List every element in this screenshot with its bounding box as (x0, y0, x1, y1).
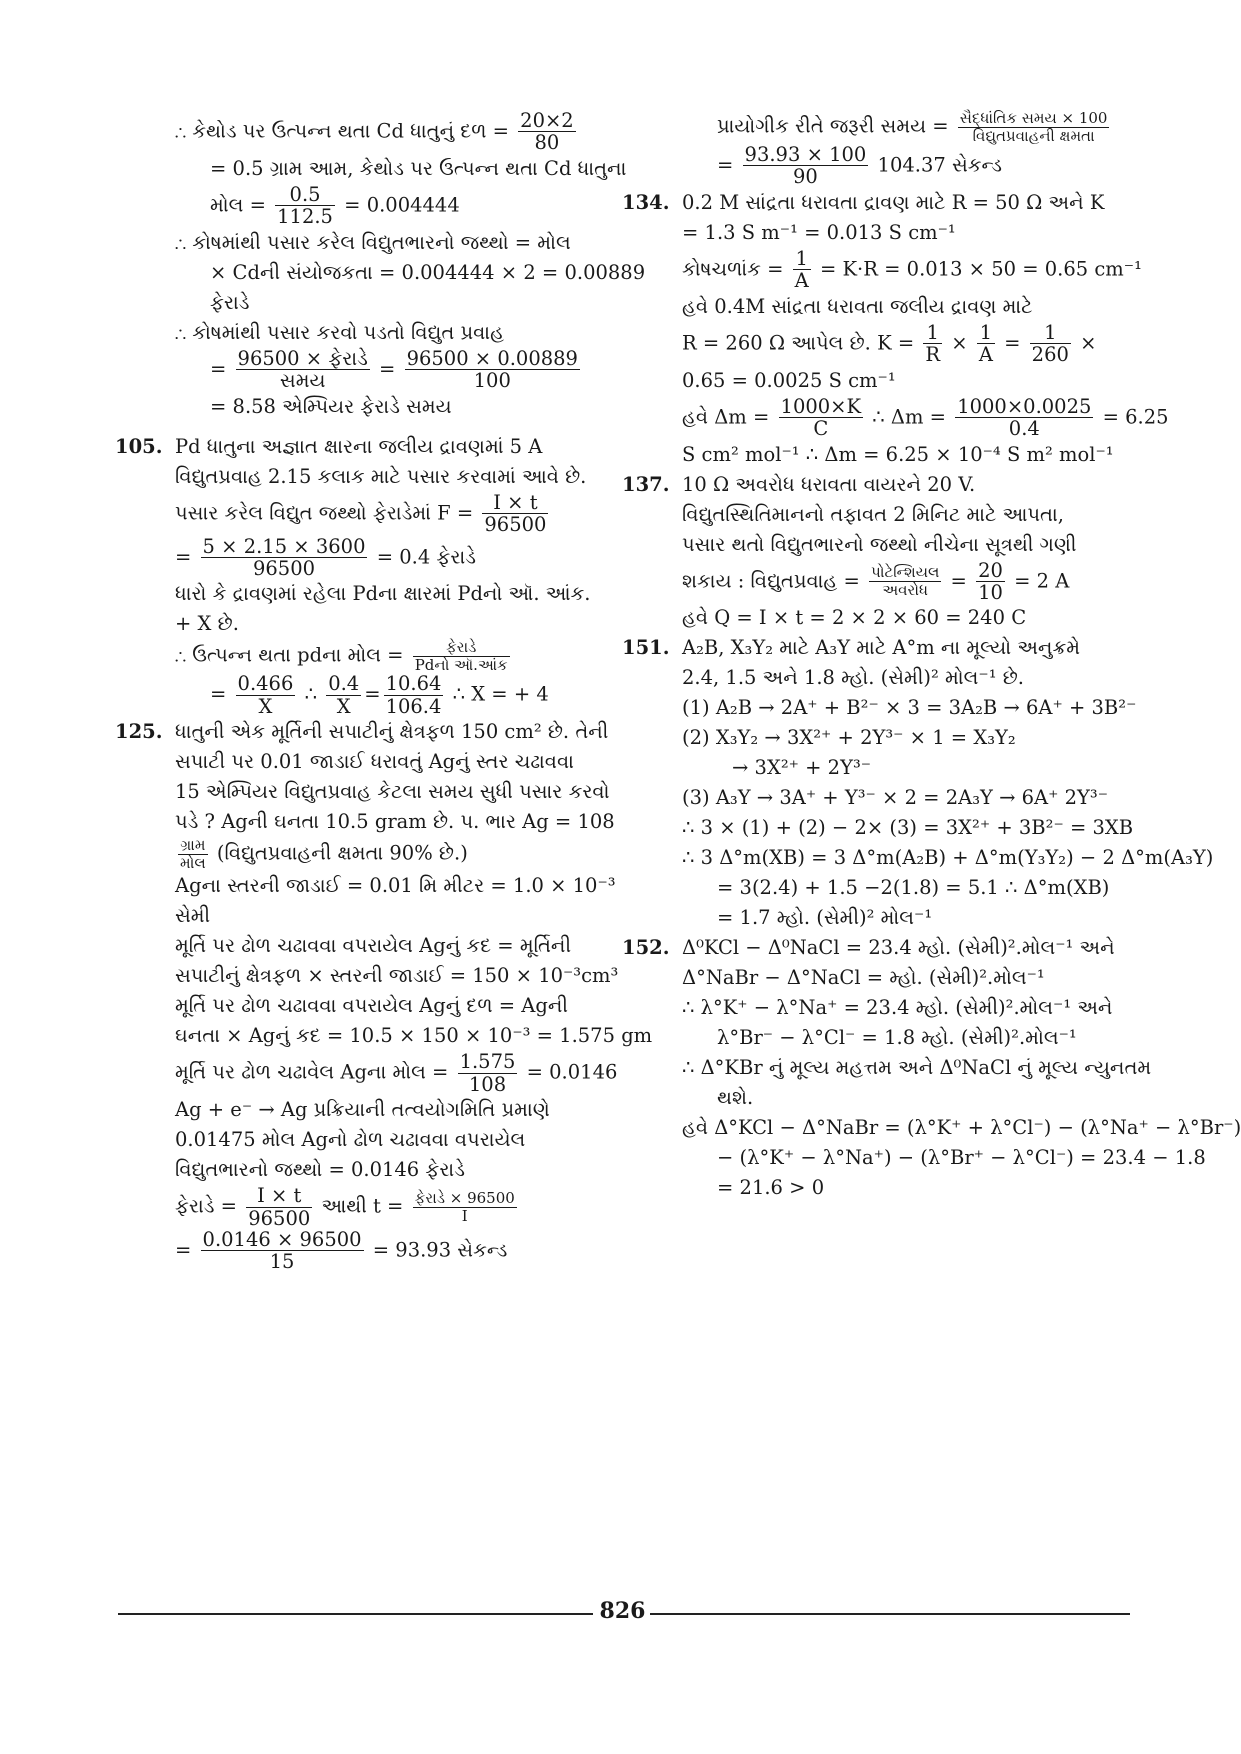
fraction: $\frac{1000\times K}{C}$ (780, 394, 862, 441)
equation-line: (2) X₃Y₂ → 3X²⁺ + 2Y³⁻ × 1 = X₃Y₂ (682, 726, 1016, 750)
text-line: + X છે. (175, 612, 239, 636)
fraction: $\frac{1.575}{108}$ (459, 1050, 516, 1096)
unit-line: $\frac{\text{ગ્રામ}}{\text{મોલ}}$ (વિદ્યુતપ્રવાહની ક્ષમતા 90% છે.) (180, 836, 468, 872)
fraction: $\frac{96500 \times 0.00889}{100}$ (406, 346, 578, 393)
current-equation: = $\frac{\text{96500 × ફેરાડે}}{\text{સમય}}$ = $\frac{96500 \times 0.00889}{100}$ (210, 346, 578, 393)
ag-moles-line: મૂર્તિ પર ઢોળ ચઢાવેલ Agના મોલ = $\frac{1.575}{108}$ = 0.0146 (175, 1050, 618, 1096)
text-line: મૂર્તિ પર ઢોળ ચઢાવવા વપરાયેલ Agનું દળ = Agની (175, 994, 568, 1018)
charge-calc-line: = $\frac{5 \times 2.15 \times 3600}{96500}$ = 0.4 ફેરાડે (175, 534, 476, 580)
text-line: ફેરાડે (210, 290, 250, 314)
fraction: $\frac{0.4}{X}$ (328, 672, 360, 718)
text-line: પસાર થતો વિદ્યુતભારનો જથ્થો નીચેના સૂત્રથી ગણી (682, 532, 1077, 556)
current-formula-line: શકાય : વિદ્યુતપ્રવાહ = $\frac{\text{પોટેન્શિયલ}}{\text{અવરોધ}}$ = $\frac{20}{10}$ = 2 A (682, 558, 1070, 604)
oxidation-state-line: = $\frac{0.466}{X}$ ∴ $\frac{0.4}{X}$ = $\frac{10.64}{106.4}$ ∴ X = + 4 (210, 672, 549, 718)
fraction: $\frac{\text{પોટેન્શિયલ}}{\text{અવરોધ}}$ (871, 563, 940, 599)
fraction: $\frac{1000\times 0.0025}{0.4}$ (957, 394, 1092, 441)
text-line: વિદ્યુતસ્થિતિમાનનો તફાવત 2 મિનિટ માટે આપતા, (682, 502, 1064, 526)
question-number: 105. (115, 434, 163, 458)
fraction: $\frac{1}{260}$ (1031, 320, 1069, 367)
question-137: 137. 10 Ω અવરોધ ધરાવતા વાયરને 20 V. (682, 470, 1132, 500)
text-line: હવે 0.4M સાંદ્રતા ધરાવતા જલીય દ્રાવણ માટે (682, 294, 1033, 318)
text-line: = 1.3 S m⁻¹ = 0.013 S cm⁻¹ (682, 220, 956, 244)
practical-time-line: પ્રાયોગીક રીતે જરૂરી સમય = $\frac{\text{સૈદ્ધાંતિક સમય × 100}}{\text{વિદ્યુતપ્રવાહની ક્ષમતા}}$ (717, 109, 1108, 145)
text-line: ∴ કોષમાંથી પસાર કરવો પડતો વિદ્યુત પ્રવાહ (175, 320, 504, 344)
fraction: $\frac{93.93 \times 100}{90}$ (744, 143, 867, 189)
equation-line: Δ°NaBr − Δ°NaCl = મ્હો. (સેમી)².મોલ⁻¹ (682, 966, 1045, 990)
practical-time-result: = $\frac{93.93 \times 100}{90}$ 104.37 સેકન્ડ (717, 143, 1002, 189)
text-line: 15 એમ્પિયર વિદ્યુતપ્રવાહ કેટલા સમય સુધી પસાર કરવો (175, 780, 610, 804)
text-line: ધારો કે દ્રાવણમાં રહેલા Pdના ક્ષારમાં Pdનો ઑ. આંક. (175, 582, 591, 606)
equation-line: (3) A₃Y → 3A⁺ + Y³⁻ × 2 = 2A₃Y → 6A⁺ 2Y³⁻ (682, 786, 1108, 810)
fraction: $\frac{0.0146 \times 96500}{15}$ (202, 1228, 362, 1274)
conductivity-line: R = 260 Ω આપેલ છે. K = $\frac{1}{R}$ × $\frac{1}{A}$ = $\frac{1}{260}$ × (682, 320, 1097, 367)
equation-line: (1) A₂B → 2A⁺ + B²⁻ × 3 = 3A₂B → 6A⁺ + 3B²⁻ (682, 696, 1137, 720)
equation-line: ∴ Δ°KBr નું મૂલ્ય મહત્તમ અને Δ⁰NaCl નું મૂલ્ય ન્યુનતમ (682, 1056, 1152, 1080)
question-151: 151. A₂B, X₃Y₂ માટે A₃Y માટે A°m ના મૂલ્યો અનુક્રમે (682, 633, 1132, 663)
text-line: 0.01475 મોલ Agનો ઢોળ ચઢાવવા વપરાયેલ (175, 1128, 526, 1152)
equation-line: = 3(2.4) + 1.5 −2(1.8) = 5.1 ∴ Δ°m(XB) (717, 876, 1110, 900)
fraction: $\frac{5 \times 2.15 \times 3600}{96500}$ (202, 534, 366, 580)
footer-rule (118, 1613, 593, 1615)
fraction: $\frac{I \times t}{96500}$ (248, 1184, 311, 1230)
right-column (622, 109, 1241, 1203)
fraction: $\frac{\text{ફેરાડે}}{\text{Pdનો ઑ.આંક}}$ (414, 638, 508, 674)
equation-line: ∴ λ°K⁺ − λ°Na⁺ = 23.4 મ્હો. (સેમી)².મોલ⁻¹ અને (682, 996, 1113, 1020)
text-line: સેમી (175, 904, 211, 928)
equation-line: → 3X²⁺ + 2Y³⁻ (732, 756, 872, 780)
fraction: $\frac{1}{R}$ (925, 320, 941, 367)
text-line: મૂર્તિ પર ઢોળ ચઢાવવા વપરાયેલ Agનું કદ = મૂર્તિની (175, 934, 572, 958)
fraction: $\frac{\text{96500 × ફેરાડે}}{\text{સમય}}$ (237, 346, 368, 393)
fraction: $\frac{10.64}{106.4}$ (385, 672, 442, 718)
moles-line: મોલ = $\frac{0.5}{112.5}$ = 0.004444 (210, 182, 460, 229)
equation-line: = 21.6 > 0 (717, 1176, 825, 1200)
text-line: વિદ્યુતભારનો જથ્થો = 0.0146 ફેરાડે (175, 1158, 465, 1182)
pd-moles-line: ∴ ઉત્પન્ન થતા pdના મોલ = $\frac{\text{ફેરાડે}}{\text{Pdનો ઑ.આંક}}$ (175, 638, 508, 674)
equation-line: − (λ°K⁺ − λ°Na⁺) − (λ°Br⁺ − λ°Cl⁻) = 23.4 − 1.8 (717, 1146, 1206, 1170)
question-number: 151. (622, 636, 670, 660)
text-line: સપાટીનું ક્ષેત્રફળ × સ્તરની જાડાઈ = 150 × 10⁻³cm³ (175, 964, 619, 988)
text-line: × Cdની સંયોજકતા = 0.004444 × 2 = 0.00889 (210, 260, 646, 284)
text-line: થશે. (717, 1086, 754, 1110)
text-line: ઘનતા × Agનું કદ = 10.5 × 150 × 10⁻³ = 1.575 gm (175, 1024, 653, 1048)
fraction: $\frac{0.5}{112.5}$ (277, 182, 333, 229)
charge-line: પસાર કરેલ વિદ્યુત જથ્થો ફેરાડેમાં F = $\frac{I \times t}{96500}$ (175, 490, 547, 537)
cell-constant-line: કોષચળાંક = $\frac{1}{A}$ = K·R = 0.013 × 50 = 0.65 cm⁻¹ (682, 246, 1142, 293)
text-line: વિદ્યુતપ્રવાહ 2.15 કલાક માટે પસાર કરવામાં આવે છે. (175, 464, 587, 488)
question-number: 137. (622, 472, 670, 496)
equation-line: ∴ 3 Δ°m(XB) = 3 Δ°m(A₂B) + Δ°m(Y₃Y₂) − 2 Δ°m(A₃Y) (682, 846, 1214, 870)
question-number: 125. (115, 720, 163, 744)
question-134: 134. 0.2 M સાંદ્રતા ધરાવતા દ્રાવણ માટે R = 50 Ω અને K (682, 188, 1132, 218)
equation-line: હવે Δ°KCl − Δ°NaBr = (λ°K⁺ + λ°Cl⁻) − (λ°Na⁺ − λ°Br⁻) (682, 1116, 1241, 1140)
question-152: 152. Δ⁰KCl − Δ⁰NaCl = 23.4 મ્હો. (સેમી)².મોલ⁻¹ અને (682, 933, 1132, 963)
fraction: $\frac{20\times 2}{80}$ (520, 109, 574, 155)
fraction: $\frac{1}{A}$ (978, 320, 993, 367)
fraction: $\frac{\text{ગ્રામ}}{\text{મોલ}}$ (180, 836, 206, 872)
fraction: $\frac{0.466}{X}$ (237, 672, 294, 718)
text-line: = 0.5 ગ્રામ આમ, કેથોડ પર ઉત્પન્ન થતા Cd ધાતુના (210, 156, 627, 180)
text-line: સપાટી પર 0.01 જાડાઈ ધરાવતું Agનું સ્તર ચઢાવવા (175, 750, 574, 774)
text-line: પડે ? Agની ઘનતા 10.5 gram છે. પ. ભાર Ag = 108 (175, 810, 615, 834)
fraction: $\frac{1}{A}$ (794, 246, 809, 293)
text-line: = 8.58 એમ્પિયર ફેરાડે સમય (210, 394, 452, 418)
equation-line: = 1.7 મ્હો. (સેમી)² મોલ⁻¹ (717, 906, 933, 930)
text-line: ∴ કોષમાંથી પસાર કરેલ વિદ્યુતભારનો જથ્થો = મોલ (175, 230, 571, 254)
page-number: 826 (599, 1598, 646, 1624)
question-number: 134. (622, 190, 670, 214)
text-line: S cm² mol⁻¹ ∴ Δm = 6.25 × 10⁻⁴ S m² mol⁻¹ (682, 442, 1114, 466)
text-line: હવે Q = I × t = 2 × 2 × 60 = 240 C (682, 606, 1027, 630)
faraday-formula-line: ફેરાડે = $\frac{I \times t}{96500}$ આથી t = $\frac{\text{ફેરાડે × 96500}}{I}$ (175, 1184, 515, 1230)
fraction: $\frac{\text{ફેરાડે × 96500}}{I}$ (414, 1189, 515, 1225)
equation-line: λ°Br⁻ − λ°Cl⁻ = 1.8 મ્હો. (સેમી)².મોલ⁻¹ (717, 1026, 1077, 1050)
question-number: 152. (622, 936, 670, 960)
text-line: Agના સ્તરની જાડાઈ = 0.01 મિ મીટર = 1.0 × 10⁻³ (175, 874, 616, 898)
question-125: 125. ધાતુની એક મૂર્તિની સપાટીનું ક્ષેત્રફળ 150 cm² છે. તેની (175, 717, 610, 747)
text-line: Ag + e⁻ → Ag પ્રક્રિયાની તત્વયોગમિતિ પ્રમાણે (175, 1098, 550, 1122)
question-105: 105. Pd ધાતુના અજ્ઞાત ક્ષારના જલીય દ્રાવણમાં 5 A (175, 432, 610, 462)
molar-conductivity-line: હવે Δm = $\frac{1000\times K}{C}$ ∴ Δm = $\frac{1000\times 0.0025}{0.4}$ = 6.25 (682, 394, 1169, 441)
footer-rule (650, 1613, 1130, 1615)
time-result-line: = $\frac{0.0146 \times 96500}{15}$ = 93.93 સેકન્ડ (175, 1228, 508, 1274)
text-line: 2.4, 1.5 અને 1.8 મ્હો. (સેમી)² મોલ⁻¹ છે. (682, 666, 1024, 690)
fraction: $\frac{\text{સૈદ્ધાંતિક સમય × 100}}{\text{વિદ્યુતપ્રવાહની ક્ષમતા}}$ (959, 109, 1108, 145)
equation-line: ∴ 3 × (1) + (2) − 2× (3) = 3X²⁺ + 3B²⁻ = 3XB (682, 816, 1134, 840)
cd-mass-line: ∴ કેથોડ પર ઉત્પન્ન થતા Cd ધાતુનું દળ = $\frac{20\times 2}{80}$ (175, 109, 574, 155)
fraction: $\frac{I \times t}{96500}$ (484, 490, 547, 537)
fraction: $\frac{20}{10}$ (978, 558, 1003, 604)
text-line: 0.65 = 0.0025 S cm⁻¹ (682, 368, 896, 392)
